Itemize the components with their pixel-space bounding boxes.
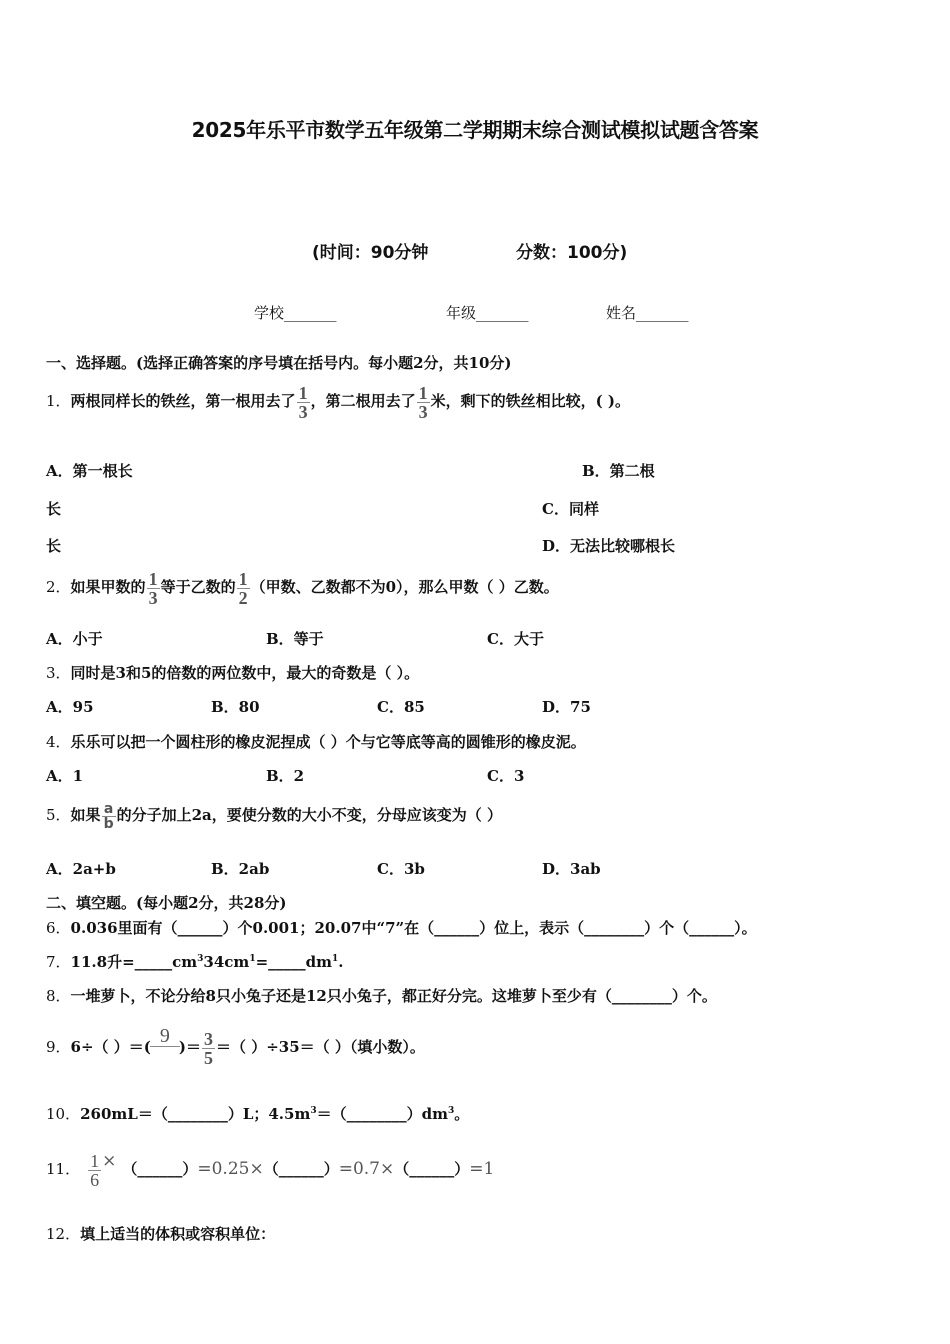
q1-option-c: C．同样 [542,500,599,518]
question-number: 5． [46,806,71,824]
question-number: 2． [46,578,71,596]
q5-option-c: C．3b [377,860,425,878]
q4-option-b: B．2 [266,767,305,785]
question-number: 12． [46,1225,81,1243]
question-6: 6．0.036里面有（______）个0.001；20.07中“7”在（______）位上，表示（________）个（______）。 [46,919,757,937]
q3-option-a: A．95 [46,698,94,716]
q1-option-b-continued: 长 [46,500,62,518]
q1-option-a: A．第一根长 [46,462,133,480]
fraction-three-fifths: $\frac{3}{5}$ [203,1028,213,1068]
question-number: 1． [46,392,71,410]
question-1: 1．两根同样长的铁丝，第一根用去了 $\frac{1}{3}$ ，第二根用去了 $\frac{1}{3}$ 米，剩下的铁丝相比较，( )。 [46,382,630,422]
fraction-one-third: $\frac{1}{3}$ [148,568,158,608]
q5-option-d: D．3ab [542,860,601,878]
fraction-one-sixth: $\frac{1}{6}$ [90,1150,100,1190]
name-field: 姓名_______ [606,304,689,322]
q5-option-a: A．2a+b [46,860,116,878]
fraction-nine-over-blank: 9 [150,1026,180,1055]
question-number: 4． [46,733,71,751]
question-11: 11． $\frac{1}{6}$ × （______）=0.25×（______）=0.7×（______）=1 [46,1150,495,1190]
q4-option-c: C．3 [487,767,525,785]
q4-option-a: A．1 [46,767,84,785]
question-7: 7．11.8升$=\_\_\_\_\_cm^334cm^1=\_\_\_\_\_dm^1$. [46,953,344,971]
q2-option-b: B．等于 [266,630,324,648]
section1-heading: 一、选择题。(选择正确答案的序号填在括号内。每小题2分，共10分) [46,354,512,372]
question-number: 9． [46,1038,71,1056]
question-number: 11． [46,1160,81,1178]
question-number: 6． [46,919,71,937]
fraction-a-over-b: $\frac{a}{b}$ [103,800,114,832]
question-3: 3．同时是3和5的倍数的两位数中，最大的奇数是（ ）。 [46,664,420,682]
question-number: 10． [46,1105,81,1123]
q3-option-c: C．85 [377,698,425,716]
question-4: 4．乐乐可以把一个圆柱形的橡皮泥捏成（ ）个与它等底等高的圆锥形的橡皮泥。 [46,733,586,751]
section2-heading: 二、填空题。(每小题2分，共28分) [46,894,287,912]
question-number: 3． [46,664,71,682]
q2-option-a: A．小于 [46,630,103,648]
question-12: 12．填上适当的体积或容积单位： [46,1225,276,1243]
exam-time: (时间：90分钟 [312,243,429,263]
grade-field: 年级_______ [446,304,529,322]
q3-option-d: D．75 [542,698,591,716]
q1-option-b: B．第二根 [582,462,655,480]
q3-option-b: B．80 [211,698,260,716]
q1-option-d: D．无法比较哪根长 [542,537,676,555]
question-number: 7． [46,953,71,971]
fraction-one-third: $\frac{1}{3}$ [298,382,308,422]
q1-option-c-continued: 长 [46,537,62,555]
question-5: 5．如果 $\frac{a}{b}$ 的分子加上2a，要使分数的大小不变，分母应该变为（ ） [46,800,502,832]
fraction-one-third: $\frac{1}{3}$ [418,382,428,422]
question-10: 10．260mL＝（________）L；$4.5m^3=(\_\_\_\_\_\_\_\_)dm^3$。 [46,1105,470,1123]
exam-score: 分数：100分) [516,243,628,263]
question-number: 8． [46,987,71,1005]
fraction-one-half: $\frac{1}{2}$ [238,568,248,608]
question-9: 9．6÷（ ）＝( 9 )＝ $\frac{3}{5}$ ＝（ ）÷35＝（ ）（填小数）。 [46,1024,425,1068]
question-8: 8．一堆萝卜，不论分给8只小兔子还是12只小兔子，都正好分完。这堆萝卜至少有（________）个。 [46,987,717,1005]
question-2: 2．如果甲数的 $\frac{1}{3}$ 等于乙数的 $\frac{1}{2}$ （甲数、乙数都不为0），那么甲数（ ）乙数。 [46,568,559,608]
school-field: 学校_______ [254,304,337,322]
page-title: 2025年乐平市数学五年级第二学期期末综合测试模拟试题含答案 [191,118,759,142]
q5-option-b: B．2ab [211,860,270,878]
q2-option-c: C．大于 [487,630,544,648]
